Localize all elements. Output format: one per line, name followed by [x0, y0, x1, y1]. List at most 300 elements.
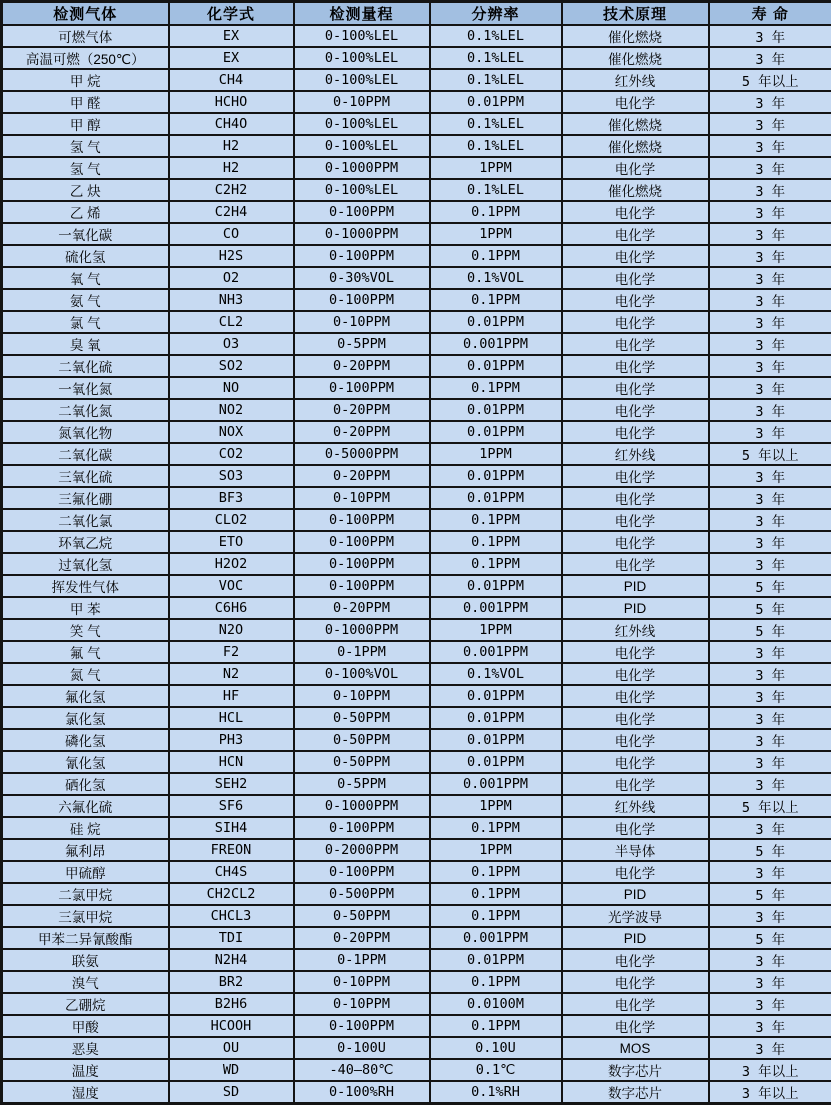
- detection-range-cell: 0-2000PPM: [294, 839, 430, 861]
- resolution-cell: 0.1%LEL: [430, 47, 562, 69]
- lifespan-cell: 3 年: [709, 91, 831, 113]
- chemical-formula-cell: CO2: [169, 443, 294, 465]
- technology-principle-cell: 电化学: [562, 685, 709, 707]
- resolution-cell: 0.1PPM: [430, 1015, 562, 1037]
- gas-name-cell: 硒化氢: [2, 773, 169, 795]
- lifespan-cell: 3 年: [709, 905, 831, 927]
- technology-principle-cell: 电化学: [562, 91, 709, 113]
- gas-name-cell: 溴气: [2, 971, 169, 993]
- detection-range-cell: 0-5000PPM: [294, 443, 430, 465]
- gas-name-cell: 乙 烯: [2, 201, 169, 223]
- resolution-cell: 0.01PPM: [430, 949, 562, 971]
- detection-range-cell: 0-20PPM: [294, 355, 430, 377]
- table-row: [2, 465, 831, 487]
- resolution-cell: 0.1%LEL: [430, 135, 562, 157]
- chemical-formula-cell: WD: [169, 1059, 294, 1081]
- detection-range-cell: 0-100PPM: [294, 531, 430, 553]
- technology-principle-cell: 数字芯片: [562, 1059, 709, 1081]
- technology-principle-cell: 电化学: [562, 531, 709, 553]
- detection-range-cell: 0-50PPM: [294, 751, 430, 773]
- lifespan-cell: 3 年: [709, 971, 831, 993]
- table-row: [2, 421, 831, 443]
- lifespan-cell: 3 年: [709, 47, 831, 69]
- gas-name-cell: 三氯甲烷: [2, 905, 169, 927]
- table-row: [2, 69, 831, 91]
- chemical-formula-cell: HCHO: [169, 91, 294, 113]
- column-header-lifespan: 寿 命: [709, 2, 831, 26]
- gas-name-cell: 过氧化氢: [2, 553, 169, 575]
- gas-name-cell: 环氧乙烷: [2, 531, 169, 553]
- chemical-formula-cell: C2H2: [169, 179, 294, 201]
- detection-range-cell: 0-20PPM: [294, 465, 430, 487]
- lifespan-cell: 3 年: [709, 333, 831, 355]
- chemical-formula-cell: EX: [169, 47, 294, 69]
- technology-principle-cell: 电化学: [562, 707, 709, 729]
- technology-principle-cell: 电化学: [562, 509, 709, 531]
- chemical-formula-cell: N2O: [169, 619, 294, 641]
- table-row: [2, 245, 831, 267]
- chemical-formula-cell: H2S: [169, 245, 294, 267]
- gas-name-cell: 甲硫醇: [2, 861, 169, 883]
- lifespan-cell: 3 年: [709, 245, 831, 267]
- gas-name-cell: 磷化氢: [2, 729, 169, 751]
- column-header-chemical-formula: 化学式: [169, 2, 294, 26]
- gas-name-cell: 二氯甲烷: [2, 883, 169, 905]
- gas-name-cell: 氮氧化物: [2, 421, 169, 443]
- table-row: [2, 641, 831, 663]
- chemical-formula-cell: F2: [169, 641, 294, 663]
- lifespan-cell: 3 年: [709, 465, 831, 487]
- technology-principle-cell: 电化学: [562, 553, 709, 575]
- gas-name-cell: 臭 氧: [2, 333, 169, 355]
- table-row: [2, 47, 831, 69]
- chemical-formula-cell: SEH2: [169, 773, 294, 795]
- resolution-cell: 0.001PPM: [430, 773, 562, 795]
- table-row: [2, 157, 831, 179]
- chemical-formula-cell: SO3: [169, 465, 294, 487]
- technology-principle-cell: 电化学: [562, 223, 709, 245]
- resolution-cell: 0.1PPM: [430, 971, 562, 993]
- chemical-formula-cell: CH4O: [169, 113, 294, 135]
- resolution-cell: 0.01PPM: [430, 707, 562, 729]
- resolution-cell: 0.001PPM: [430, 641, 562, 663]
- chemical-formula-cell: VOC: [169, 575, 294, 597]
- technology-principle-cell: 催化燃烧: [562, 135, 709, 157]
- detection-range-cell: 0-100PPM: [294, 201, 430, 223]
- detection-range-cell: 0-1000PPM: [294, 157, 430, 179]
- chemical-formula-cell: CH2CL2: [169, 883, 294, 905]
- detection-range-cell: 0-1000PPM: [294, 795, 430, 817]
- resolution-cell: 0.1PPM: [430, 509, 562, 531]
- detection-range-cell: 0-100PPM: [294, 861, 430, 883]
- table-row: [2, 751, 831, 773]
- detection-range-cell: 0-100%LEL: [294, 179, 430, 201]
- lifespan-cell: 3 年: [709, 135, 831, 157]
- detection-range-cell: 0-1000PPM: [294, 223, 430, 245]
- technology-principle-cell: 红外线: [562, 69, 709, 91]
- chemical-formula-cell: SF6: [169, 795, 294, 817]
- resolution-cell: 1PPM: [430, 157, 562, 179]
- table-row: [2, 883, 831, 905]
- gas-name-cell: 甲苯二异氰酸酯: [2, 927, 169, 949]
- table-row: [2, 333, 831, 355]
- chemical-formula-cell: PH3: [169, 729, 294, 751]
- table-row: [2, 223, 831, 245]
- resolution-cell: 0.1PPM: [430, 883, 562, 905]
- table-row: [2, 795, 831, 817]
- table-row: [2, 927, 831, 949]
- chemical-formula-cell: NOX: [169, 421, 294, 443]
- resolution-cell: 0.01PPM: [430, 729, 562, 751]
- technology-principle-cell: 电化学: [562, 465, 709, 487]
- detection-range-cell: 0-10PPM: [294, 971, 430, 993]
- lifespan-cell: 3 年: [709, 201, 831, 223]
- gas-name-cell: 氯化氢: [2, 707, 169, 729]
- detection-range-cell: 0-100PPM: [294, 817, 430, 839]
- gas-name-cell: 氢 气: [2, 135, 169, 157]
- table-row: [2, 487, 831, 509]
- technology-principle-cell: 电化学: [562, 201, 709, 223]
- detection-range-cell: 0-100PPM: [294, 289, 430, 311]
- table-row: [2, 311, 831, 333]
- technology-principle-cell: 红外线: [562, 795, 709, 817]
- chemical-formula-cell: HF: [169, 685, 294, 707]
- resolution-cell: 0.001PPM: [430, 927, 562, 949]
- resolution-cell: 0.1%LEL: [430, 25, 562, 47]
- table-row: [2, 355, 831, 377]
- gas-name-cell: 甲 醇: [2, 113, 169, 135]
- resolution-cell: 0.01PPM: [430, 91, 562, 113]
- detection-range-cell: -40—80℃: [294, 1059, 430, 1081]
- table-body: [2, 25, 831, 1104]
- gas-name-cell: 二氧化碳: [2, 443, 169, 465]
- lifespan-cell: 3 年以上: [709, 1059, 831, 1081]
- technology-principle-cell: 电化学: [562, 949, 709, 971]
- gas-name-cell: 乙 炔: [2, 179, 169, 201]
- chemical-formula-cell: CL2: [169, 311, 294, 333]
- lifespan-cell: 3 年: [709, 773, 831, 795]
- lifespan-cell: 3 年: [709, 113, 831, 135]
- lifespan-cell: 3 年: [709, 509, 831, 531]
- column-header-resolution: 分辨率: [430, 2, 562, 26]
- gas-name-cell: 一氧化氮: [2, 377, 169, 399]
- technology-principle-cell: 电化学: [562, 773, 709, 795]
- chemical-formula-cell: CLO2: [169, 509, 294, 531]
- chemical-formula-cell: NH3: [169, 289, 294, 311]
- lifespan-cell: 5 年: [709, 597, 831, 619]
- lifespan-cell: 5 年: [709, 619, 831, 641]
- gas-name-cell: 二氧化氯: [2, 509, 169, 531]
- resolution-cell: 1PPM: [430, 619, 562, 641]
- detection-range-cell: 0-100%LEL: [294, 135, 430, 157]
- lifespan-cell: 3 年: [709, 729, 831, 751]
- resolution-cell: 0.01PPM: [430, 575, 562, 597]
- table-row: [2, 531, 831, 553]
- lifespan-cell: 3 年: [709, 487, 831, 509]
- technology-principle-cell: 红外线: [562, 619, 709, 641]
- table-row: [2, 399, 831, 421]
- chemical-formula-cell: H2: [169, 135, 294, 157]
- resolution-cell: 0.1PPM: [430, 245, 562, 267]
- chemical-formula-cell: SD: [169, 1081, 294, 1104]
- table-row: [2, 663, 831, 685]
- lifespan-cell: 3 年: [709, 707, 831, 729]
- resolution-cell: 1PPM: [430, 839, 562, 861]
- lifespan-cell: 3 年: [709, 311, 831, 333]
- technology-principle-cell: 电化学: [562, 993, 709, 1015]
- column-header-gas-name: 检测气体: [2, 2, 169, 26]
- gas-name-cell: 挥发性气体: [2, 575, 169, 597]
- table-row: [2, 817, 831, 839]
- resolution-cell: 0.1%LEL: [430, 69, 562, 91]
- technology-principle-cell: 电化学: [562, 333, 709, 355]
- column-header-technology-principle: 技术原理: [562, 2, 709, 26]
- gas-name-cell: 硅 烷: [2, 817, 169, 839]
- table-row: [2, 575, 831, 597]
- resolution-cell: 0.1PPM: [430, 861, 562, 883]
- resolution-cell: 0.1PPM: [430, 905, 562, 927]
- technology-principle-cell: 电化学: [562, 817, 709, 839]
- lifespan-cell: 3 年: [709, 399, 831, 421]
- resolution-cell: 0.1PPM: [430, 553, 562, 575]
- chemical-formula-cell: NO2: [169, 399, 294, 421]
- lifespan-cell: 3 年: [709, 685, 831, 707]
- resolution-cell: 0.0100M: [430, 993, 562, 1015]
- lifespan-cell: 3 年: [709, 25, 831, 47]
- lifespan-cell: 3 年: [709, 641, 831, 663]
- gas-name-cell: 硫化氢: [2, 245, 169, 267]
- table-row: [2, 685, 831, 707]
- technology-principle-cell: 电化学: [562, 377, 709, 399]
- resolution-cell: 0.1PPM: [430, 201, 562, 223]
- technology-principle-cell: 电化学: [562, 267, 709, 289]
- gas-name-cell: 氯 气: [2, 311, 169, 333]
- lifespan-cell: 3 年: [709, 1015, 831, 1037]
- resolution-cell: 0.1PPM: [430, 817, 562, 839]
- chemical-formula-cell: N2: [169, 663, 294, 685]
- gas-name-cell: 甲 苯: [2, 597, 169, 619]
- technology-principle-cell: 电化学: [562, 971, 709, 993]
- table-row: [2, 553, 831, 575]
- gas-name-cell: 氧 气: [2, 267, 169, 289]
- detection-range-cell: 0-10PPM: [294, 91, 430, 113]
- resolution-cell: 0.01PPM: [430, 465, 562, 487]
- gas-name-cell: 高温可燃（250℃）: [2, 47, 169, 69]
- table-row: [2, 25, 831, 47]
- resolution-cell: 0.01PPM: [430, 421, 562, 443]
- resolution-cell: 1PPM: [430, 443, 562, 465]
- lifespan-cell: 3 年: [709, 861, 831, 883]
- detection-range-cell: 0-10PPM: [294, 993, 430, 1015]
- table-row: [2, 839, 831, 861]
- chemical-formula-cell: NO: [169, 377, 294, 399]
- technology-principle-cell: 电化学: [562, 399, 709, 421]
- technology-principle-cell: 电化学: [562, 355, 709, 377]
- technology-principle-cell: 催化燃烧: [562, 25, 709, 47]
- detection-range-cell: 0-500PPM: [294, 883, 430, 905]
- detection-range-cell: 0-100%LEL: [294, 113, 430, 135]
- gas-name-cell: 氟利昂: [2, 839, 169, 861]
- table-row: [2, 861, 831, 883]
- detection-range-cell: 0-30%VOL: [294, 267, 430, 289]
- detection-range-cell: 0-20PPM: [294, 399, 430, 421]
- gas-name-cell: 三氧化硫: [2, 465, 169, 487]
- lifespan-cell: 3 年: [709, 289, 831, 311]
- lifespan-cell: 3 年: [709, 751, 831, 773]
- resolution-cell: 0.1PPM: [430, 377, 562, 399]
- lifespan-cell: 3 年: [709, 817, 831, 839]
- gas-name-cell: 一氧化碳: [2, 223, 169, 245]
- technology-principle-cell: 催化燃烧: [562, 179, 709, 201]
- detection-range-cell: 0-100U: [294, 1037, 430, 1059]
- lifespan-cell: 5 年: [709, 839, 831, 861]
- table-row: [2, 905, 831, 927]
- lifespan-cell: 3 年: [709, 421, 831, 443]
- lifespan-cell: 3 年: [709, 355, 831, 377]
- technology-principle-cell: 红外线: [562, 443, 709, 465]
- detection-range-cell: 0-5PPM: [294, 333, 430, 355]
- resolution-cell: 0.01PPM: [430, 751, 562, 773]
- detection-range-cell: 0-10PPM: [294, 685, 430, 707]
- detection-range-cell: 0-50PPM: [294, 707, 430, 729]
- detection-range-cell: 0-100PPM: [294, 509, 430, 531]
- gas-name-cell: 笑 气: [2, 619, 169, 641]
- lifespan-cell: 3 年: [709, 993, 831, 1015]
- chemical-formula-cell: C2H4: [169, 201, 294, 223]
- chemical-formula-cell: EX: [169, 25, 294, 47]
- gas-name-cell: 氟 气: [2, 641, 169, 663]
- technology-principle-cell: 催化燃烧: [562, 47, 709, 69]
- chemical-formula-cell: B2H6: [169, 993, 294, 1015]
- table-row: [2, 179, 831, 201]
- chemical-formula-cell: C6H6: [169, 597, 294, 619]
- detection-range-cell: 0-10PPM: [294, 311, 430, 333]
- chemical-formula-cell: O3: [169, 333, 294, 355]
- detection-range-cell: 0-100%LEL: [294, 47, 430, 69]
- resolution-cell: 0.10U: [430, 1037, 562, 1059]
- chemical-formula-cell: CHCL3: [169, 905, 294, 927]
- chemical-formula-cell: CH4: [169, 69, 294, 91]
- chemical-formula-cell: TDI: [169, 927, 294, 949]
- detection-range-cell: 0-10PPM: [294, 487, 430, 509]
- chemical-formula-cell: O2: [169, 267, 294, 289]
- gas-name-cell: 三氟化硼: [2, 487, 169, 509]
- resolution-cell: 0.001PPM: [430, 597, 562, 619]
- detection-range-cell: 0-50PPM: [294, 729, 430, 751]
- table-header: [2, 2, 831, 26]
- detection-range-cell: 0-1000PPM: [294, 619, 430, 641]
- chemical-formula-cell: OU: [169, 1037, 294, 1059]
- table-row: [2, 135, 831, 157]
- technology-principle-cell: 电化学: [562, 729, 709, 751]
- technology-principle-cell: 电化学: [562, 751, 709, 773]
- chemical-formula-cell: BF3: [169, 487, 294, 509]
- chemical-formula-cell: N2H4: [169, 949, 294, 971]
- lifespan-cell: 5 年: [709, 883, 831, 905]
- chemical-formula-cell: H2: [169, 157, 294, 179]
- lifespan-cell: 5 年: [709, 927, 831, 949]
- resolution-cell: 1PPM: [430, 223, 562, 245]
- table-row: [2, 509, 831, 531]
- lifespan-cell: 3 年: [709, 267, 831, 289]
- resolution-cell: 0.001PPM: [430, 333, 562, 355]
- chemical-formula-cell: HCOOH: [169, 1015, 294, 1037]
- lifespan-cell: 3 年: [709, 531, 831, 553]
- table-row: [2, 1081, 831, 1104]
- resolution-cell: 0.1%RH: [430, 1081, 562, 1104]
- detection-range-cell: 0-20PPM: [294, 927, 430, 949]
- resolution-cell: 0.1PPM: [430, 531, 562, 553]
- technology-principle-cell: PID: [562, 927, 709, 949]
- gas-name-cell: 甲 烷: [2, 69, 169, 91]
- resolution-cell: 0.1%LEL: [430, 113, 562, 135]
- resolution-cell: 0.01PPM: [430, 685, 562, 707]
- table-row: [2, 91, 831, 113]
- detection-range-cell: 0-50PPM: [294, 905, 430, 927]
- technology-principle-cell: 催化燃烧: [562, 113, 709, 135]
- table-row: [2, 949, 831, 971]
- table-row: [2, 619, 831, 641]
- gas-name-cell: 氟化氢: [2, 685, 169, 707]
- table-row: [2, 113, 831, 135]
- table-row: [2, 729, 831, 751]
- gas-name-cell: 氮 气: [2, 663, 169, 685]
- technology-principle-cell: PID: [562, 575, 709, 597]
- gas-name-cell: 温度: [2, 1059, 169, 1081]
- table-row: [2, 971, 831, 993]
- gas-name-cell: 六氟化硫: [2, 795, 169, 817]
- resolution-cell: 0.1℃: [430, 1059, 562, 1081]
- lifespan-cell: 3 年: [709, 157, 831, 179]
- resolution-cell: 0.01PPM: [430, 311, 562, 333]
- detection-range-cell: 0-1PPM: [294, 641, 430, 663]
- technology-principle-cell: 半导体: [562, 839, 709, 861]
- detection-range-cell: 0-100%LEL: [294, 69, 430, 91]
- resolution-cell: 0.1PPM: [430, 289, 562, 311]
- detection-range-cell: 0-100PPM: [294, 575, 430, 597]
- chemical-formula-cell: SIH4: [169, 817, 294, 839]
- technology-principle-cell: 电化学: [562, 311, 709, 333]
- technology-principle-cell: 电化学: [562, 289, 709, 311]
- detection-range-cell: 0-100%LEL: [294, 25, 430, 47]
- table-row: [2, 1059, 831, 1081]
- lifespan-cell: 3 年以上: [709, 1081, 831, 1104]
- column-header-detection-range: 检测量程: [294, 2, 430, 26]
- gas-name-cell: 联氨: [2, 949, 169, 971]
- gas-name-cell: 恶臭: [2, 1037, 169, 1059]
- table-row: [2, 267, 831, 289]
- gas-name-cell: 甲 醛: [2, 91, 169, 113]
- table-row: [2, 707, 831, 729]
- detection-range-cell: 0-100PPM: [294, 245, 430, 267]
- technology-principle-cell: 电化学: [562, 487, 709, 509]
- lifespan-cell: 3 年: [709, 223, 831, 245]
- gas-name-cell: 乙硼烷: [2, 993, 169, 1015]
- chemical-formula-cell: HCL: [169, 707, 294, 729]
- chemical-formula-cell: ETO: [169, 531, 294, 553]
- technology-principle-cell: 电化学: [562, 1015, 709, 1037]
- table-row: [2, 993, 831, 1015]
- gas-name-cell: 二氧化硫: [2, 355, 169, 377]
- lifespan-cell: 3 年: [709, 553, 831, 575]
- technology-principle-cell: 电化学: [562, 157, 709, 179]
- detection-range-cell: 0-5PPM: [294, 773, 430, 795]
- lifespan-cell: 5 年以上: [709, 443, 831, 465]
- chemical-formula-cell: SO2: [169, 355, 294, 377]
- technology-principle-cell: MOS: [562, 1037, 709, 1059]
- table-row: [2, 201, 831, 223]
- header-row: [2, 2, 831, 26]
